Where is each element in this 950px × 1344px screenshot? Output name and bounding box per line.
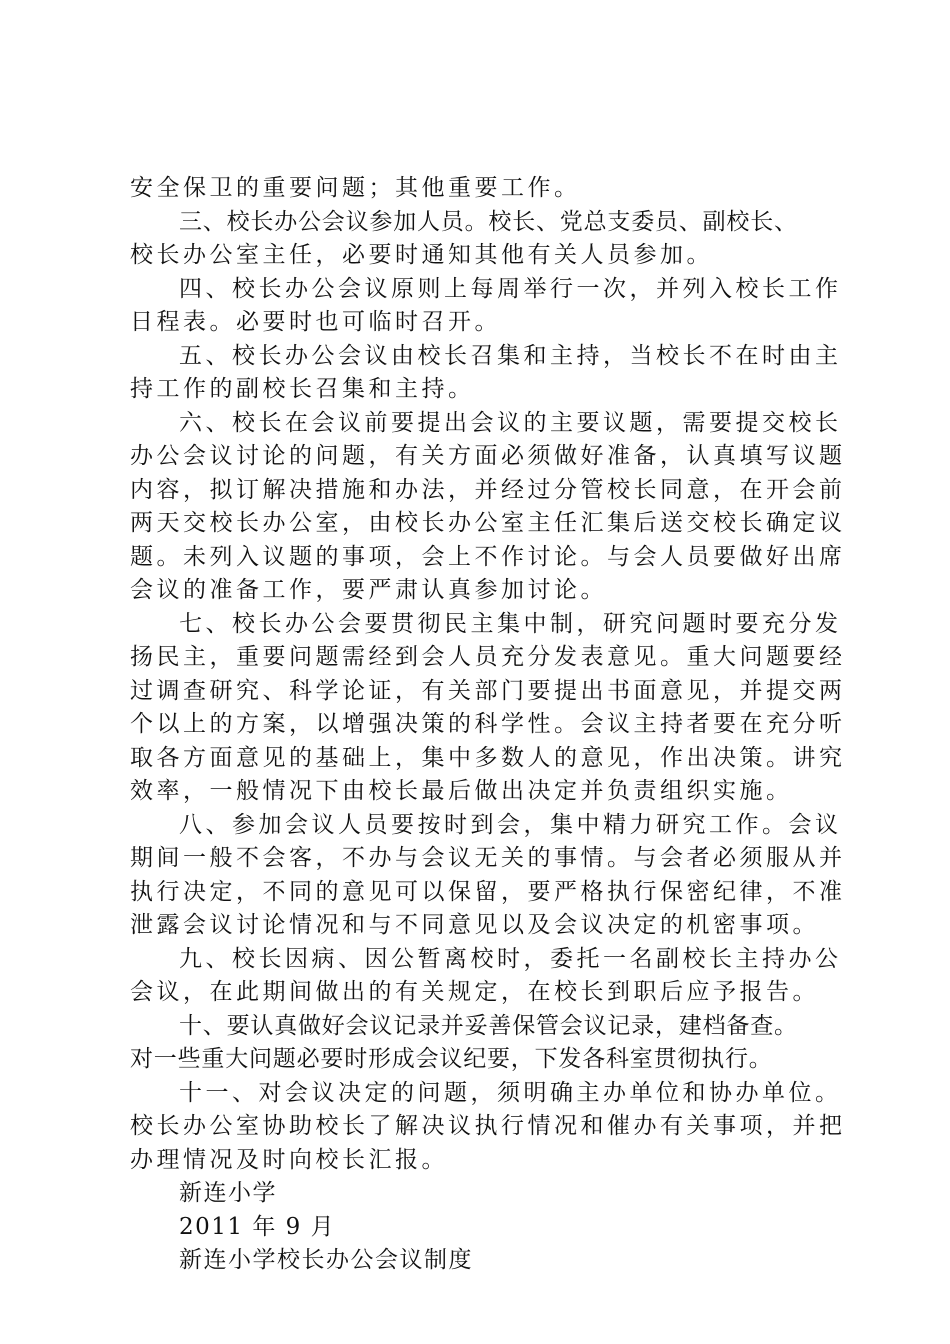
- paragraph-line: 执行决定，不同的意见可以保留，要严格执行保密纪律，不准: [130, 878, 846, 905]
- paragraph-line: 日程表。必要时也可临时召开。: [130, 309, 501, 335]
- paragraph-line: 题。未列入议题的事项，会上不作讨论。与会人员要做好出席: [130, 543, 846, 570]
- document-title-footer: 新连小学校长办公会议制度: [179, 1247, 473, 1273]
- paragraph-line: 十、要认真做好会议记录并妥善保管会议记录，建档备查。: [179, 1012, 798, 1039]
- paragraph-line: 效率，一般情况下由校长最后做出决定并负责组织实施。: [130, 778, 793, 804]
- paragraph-line: 安全保卫的重要问题；其他重要工作。: [130, 175, 581, 201]
- document-body: [130, 172, 850, 1177]
- paragraph-line: 内容，拟订解决措施和办法，并经过分管校长同意，在开会前: [130, 476, 846, 503]
- paragraph-line: 十一、对会议决定的问题，须明确主办单位和协办单位。: [179, 1079, 842, 1106]
- paragraph-line: 过调查研究、科学论证，有关部门要提出书面意见，并提交两: [130, 677, 846, 704]
- paragraph-line: 校长办公室协助校长了解决议执行情况和催办有关事项，并把: [130, 1113, 846, 1139]
- paragraph-line: 办理情况及时向校长汇报。: [130, 1146, 448, 1173]
- paragraph-line: 校长办公室主任，必要时通知其他有关人员参加。: [130, 242, 713, 268]
- paragraph-line: 七、校长办公会要贯彻民主集中制，研究问题时要充分发: [179, 610, 842, 637]
- paragraph-line: 八、参加会议人员要按时到会，集中精力研究工作。会议: [179, 811, 842, 838]
- paragraph-line: 办公会议讨论的问题，有关方面必须做好准备，认真填写议题: [130, 443, 846, 469]
- paragraph-line: 四、校长办公会议原则上每周举行一次，并列入校长工作: [179, 275, 842, 302]
- paragraph-line: 期间一般不会客，不办与会议无关的事情。与会者必须服从并: [130, 845, 846, 871]
- paragraph-line: 九、校长因病、因公暂离校时，委托一名副校长主持办公: [179, 945, 842, 972]
- signature-date: 2011 年 9 月: [179, 1213, 336, 1240]
- paragraph-line: 三、校长办公会议参加人员。校长、党总支委员、副校长、: [179, 208, 798, 235]
- paragraph-line: 两天交校长办公室，由校长办公室主任汇集后送交校长确定议: [130, 510, 846, 536]
- document-page: [130, 172, 850, 1278]
- paragraph-line: 取各方面意见的基础上，集中多数人的意见，作出决策。讲究: [130, 744, 846, 771]
- paragraph-line: 会议的准备工作，要严肃认真参加讨论。: [130, 577, 607, 603]
- paragraph-line: 五、校长办公会议由校长召集和主持，当校长不在时由主: [179, 342, 842, 369]
- paragraph-line: 个以上的方案，以增强决策的科学性。会议主持者要在充分听: [130, 711, 846, 737]
- paragraph-line: 六、校长在会议前要提出会议的主要议题，需要提交校长: [179, 409, 842, 436]
- paragraph-line: 持工作的副校长召集和主持。: [130, 376, 475, 402]
- signature-school: 新连小学: [179, 1180, 277, 1206]
- paragraph-line: 泄露会议讨论情况和与不同意见以及会议决定的机密事项。: [130, 912, 819, 938]
- paragraph-line: 会议，在此期间做出的有关规定，在校长到职后应予报告。: [130, 979, 819, 1005]
- paragraph-line: 对一些重大问题必要时形成会议纪要，下发各科室贯彻执行。: [130, 1046, 773, 1072]
- paragraph-line: 扬民主，重要问题需经到会人员充分发表意见。重大问题要经: [130, 644, 846, 670]
